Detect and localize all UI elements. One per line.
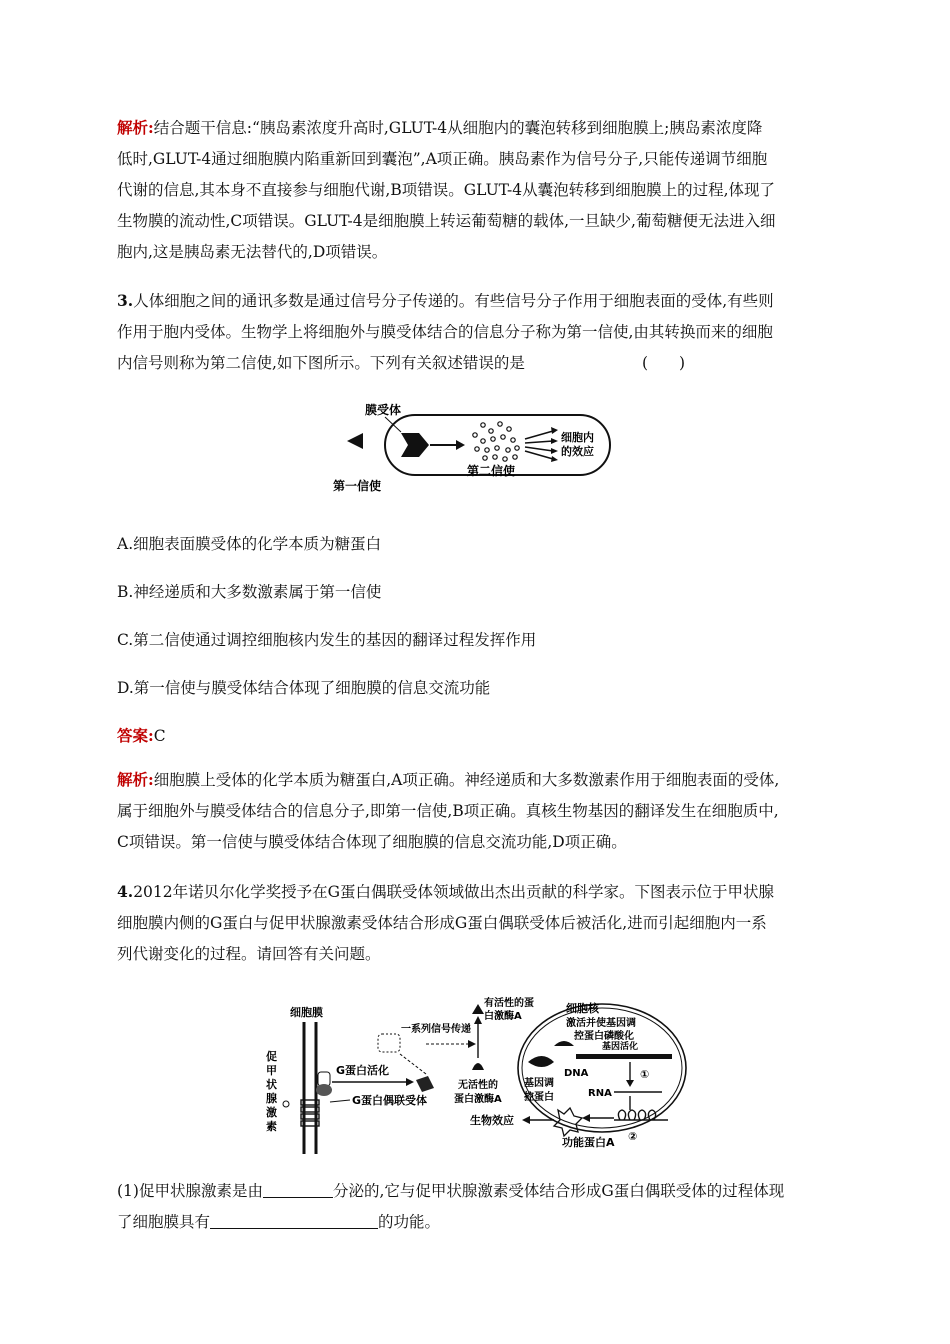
answer (117, 724, 166, 746)
question-3 (117, 285, 833, 379)
inactive-kinase-label-2: 蛋白激酶A (454, 1094, 502, 1105)
effect-label-2: 的效应 (561, 445, 594, 458)
dna-strand (576, 1054, 672, 1059)
second-messenger-dots (473, 422, 519, 461)
inactive-kinase-shape (472, 1063, 484, 1070)
option-b: B.神经递质和大多数激素属于第一信使 (117, 583, 382, 601)
question-text: 2012年诺贝尔化学奖授予在G蛋白偶联受体领域做出杰出贡献的科学家。下图表示位于甲状腺 (133, 883, 775, 901)
g-activation-label: G蛋白活化 (336, 1064, 390, 1077)
first-messenger-label: 第一信使 (333, 479, 382, 493)
analysis-prev (117, 112, 833, 268)
regulator-protein-shape (528, 1056, 554, 1067)
active-kinase-label-2: 白激酶A (484, 1011, 522, 1022)
analysis-q3 (117, 764, 833, 858)
question-text: 列代谢变化的过程。请回答有关问题。 (117, 945, 381, 963)
hormone-molecule (283, 1101, 289, 1107)
tsh-label (265, 1049, 277, 1133)
svg-text:甲: 甲 (266, 1064, 277, 1077)
answer-label: 答案: (117, 726, 154, 745)
question-number: 4. (117, 882, 134, 901)
analysis-text: 细胞膜上受体的化学本质为糖蛋白,A项正确。神经递质和大多数激素作用于细胞表面的受体, (153, 771, 780, 789)
sub-question-text: 的功能。 (378, 1213, 441, 1231)
inactive-kinase-label-1: 无活性的 (458, 1080, 498, 1091)
signal-label: 一系列信号传递 (401, 1024, 471, 1035)
membrane-receptor-label: 膜受体 (365, 403, 402, 417)
option-d: D.第一信使与膜受体结合体现了细胞膜的信息交流功能 (117, 679, 491, 697)
analysis-text: 属于细胞外与膜受体结合的信息分子,即第一信使,B项正确。真核生物基因的翻译发生在细胞质中, (117, 802, 779, 820)
svg-text:腺: 腺 (266, 1092, 277, 1105)
answer-value: C (153, 727, 166, 745)
effect-arrows (525, 431, 553, 459)
svg-text:激: 激 (266, 1106, 277, 1119)
analysis-text: 结合题干信息:“胰岛素浓度升高时,GLUT-4从细胞内的囊泡转移到细胞膜上;胰岛素浓度降 (153, 119, 763, 137)
analysis-text: 代谢的信息,其本身不直接参与细胞代谢,B项错误。GLUT-4从囊泡转移到细胞膜上的过程,体现了 (117, 181, 776, 199)
membrane-label: 细胞膜 (290, 1006, 323, 1019)
arrow-head (582, 1114, 590, 1122)
option-c: C.第二信使通过调控细胞核内发生的基因的翻译过程发挥作用 (117, 631, 537, 649)
active-g-protein (416, 1076, 434, 1092)
analysis-text: 低时,GLUT-4通过细胞膜内陷重新回到囊泡”,A项正确。胰岛素作为信号分子,只能传递调节细胞 (117, 150, 768, 168)
arrow-head (474, 1016, 482, 1024)
bio-effect-label: 生物效应 (470, 1114, 514, 1127)
activate-label-2: 控蛋白磷酸化 (574, 1031, 634, 1042)
activate-label-1: 激活并使基因调 (566, 1018, 636, 1029)
second-messenger-label: 第二信使 (467, 464, 516, 478)
receptor-shape (401, 433, 429, 457)
g-protein (318, 1072, 330, 1086)
dashed-arrow (400, 1054, 426, 1074)
regulator-label-1: 基因调 (524, 1078, 554, 1089)
question-text: 细胞膜内侧的G蛋白与促甲状腺激素受体结合形成G蛋白偶联受体后被活化,进而引起细胞内一系 (117, 914, 767, 932)
question-4 (117, 876, 833, 970)
dna-label: DNA (564, 1068, 589, 1079)
regulator-label-2: 控蛋白 (524, 1092, 554, 1103)
active-kinase-shape (472, 1004, 484, 1014)
sub-question-text: (1)促甲状腺激素是由 (117, 1182, 263, 1200)
question-number: 3. (117, 291, 134, 310)
step-2: ② (628, 1130, 638, 1143)
kinase-in-nucleus (554, 1041, 574, 1046)
second-messenger-diagram (325, 395, 625, 500)
analysis-label: 解析: (117, 118, 154, 137)
functional-protein-label: 功能蛋白A (562, 1136, 615, 1149)
signal-molecule (378, 1034, 400, 1052)
analysis-text: C项错误。第一信使与膜受体结合体现了细胞膜的信息交流功能,D项正确。 (117, 833, 627, 851)
option-a: A.细胞表面膜受体的化学本质为糖蛋白 (117, 535, 382, 553)
first-messenger-shape (347, 433, 363, 449)
g-protein-diagram (258, 992, 698, 1160)
effect-arrowheads (551, 427, 558, 462)
question-text: 人体细胞之间的通讯多数是通过信号分子传递的。有些信号分子作用于细胞表面的受体,有些则 (133, 292, 774, 310)
gpcr-label: G蛋白偶联受体 (352, 1094, 428, 1107)
g-protein-subunit (316, 1084, 332, 1096)
svg-text:素: 素 (266, 1120, 277, 1133)
arrow-head (522, 1116, 530, 1124)
rna-label: RNA (588, 1088, 612, 1099)
ribosomes (618, 1110, 655, 1120)
blank-2[interactable] (210, 1212, 378, 1229)
step-1: ① (640, 1068, 650, 1081)
arrow-head (456, 440, 465, 450)
analysis-label: 解析: (117, 770, 154, 789)
arrow-head (406, 1078, 414, 1086)
sub-question-text: 分泌的,它与促甲状腺激素受体结合形成G蛋白偶联受体的过程体现 (332, 1182, 785, 1200)
arrow-head (626, 1080, 634, 1087)
question-text: 作用于胞内受体。生物学上将细胞外与膜受体结合的信息分子称为第一信使,由其转换而来的细胞 (117, 323, 773, 341)
label-pointer (330, 1100, 350, 1102)
gene-active-label: 基因活化 (602, 1042, 639, 1052)
effect-label-1: 细胞内 (561, 431, 594, 444)
svg-text:促: 促 (266, 1050, 277, 1063)
active-kinase-label-1: 有活性的蛋 (484, 998, 534, 1009)
sub-question-text: 了细胞膜具有 (117, 1213, 211, 1231)
arrow-head (468, 1040, 476, 1048)
sub-question-1 (117, 1176, 833, 1238)
question-text: 内信号则称为第二信使,如下图所示。下列有关叙述错误的是 (117, 354, 525, 372)
blank-1[interactable] (263, 1181, 333, 1198)
answer-bracket: ( ) (642, 354, 686, 372)
analysis-text: 胞内,这是胰岛素无法替代的,D项错误。 (117, 243, 388, 261)
analysis-text: 生物膜的流动性,C项错误。GLUT-4是细胞膜上转运葡萄糖的载体,一旦缺少,葡萄糖便无法进入细 (117, 212, 776, 230)
svg-text:状: 状 (266, 1078, 277, 1091)
nucleus-label: 细胞核 (566, 1002, 599, 1015)
